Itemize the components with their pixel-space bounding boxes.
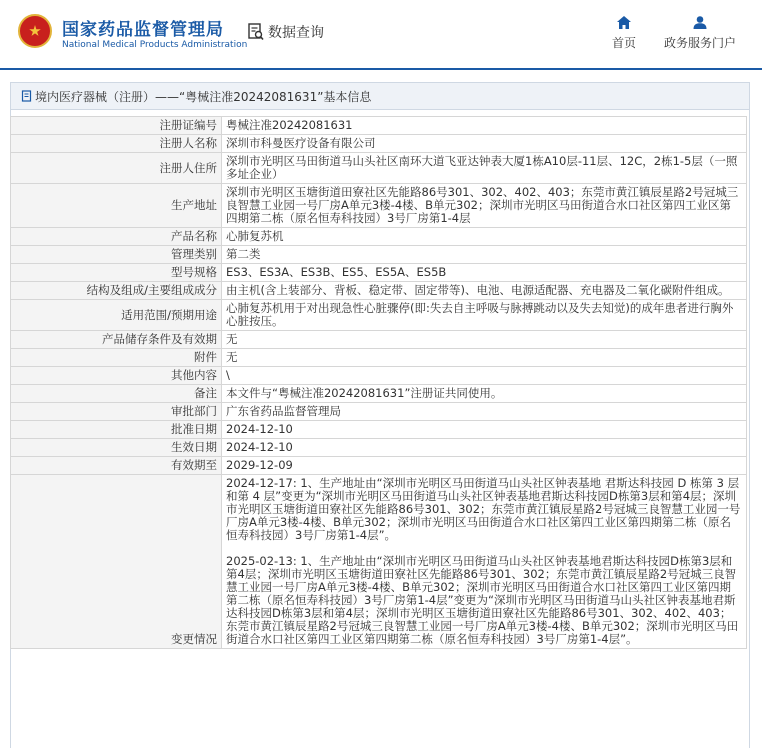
field-label: 有效期至 [11, 457, 222, 475]
document-icon [21, 90, 33, 102]
table-row [11, 153, 747, 184]
field-value: 深圳市光明区马田街道马山头社区南环大道飞亚达钟表大厦1栋A10层-11层、12C，2栋1-5层（一照多址企业） [222, 153, 747, 184]
table-row [11, 367, 747, 385]
nav-home-label: 首页 [612, 36, 637, 50]
field-label: 附件 [11, 349, 222, 367]
field-label: 型号规格 [11, 264, 222, 282]
field-value: ES3、ES3A、ES3B、ES5、ES5A、ES5B [222, 264, 747, 282]
table-row [11, 135, 747, 153]
field-value: 本文件与“粤械注准20242081631”注册证共同使用。 [222, 385, 747, 403]
breadcrumb [11, 83, 749, 110]
breadcrumb-text: 境内医疗器械（注册）——“粤械注准20242081631”基本信息 [35, 89, 372, 104]
table-row-changes [11, 475, 747, 649]
nav-service-portal[interactable] [664, 16, 736, 51]
emblem-logo-icon[interactable] [18, 14, 52, 48]
data-query-label: 数据查询 [268, 25, 324, 41]
field-label: 结构及组成/主要组成成分 [11, 282, 222, 300]
field-label: 注册人住所 [11, 153, 222, 184]
info-table [10, 116, 747, 649]
field-value: 深圳市科曼医疗设备有限公司 [222, 135, 747, 153]
field-value: 无 [222, 349, 747, 367]
site-subtitle: National Medical Products Administration [62, 40, 248, 50]
document-search-icon [248, 23, 264, 41]
field-value: 深圳市光明区玉塘街道田寮社区先能路86号301、302、402、403；东莞市黄江镇辰星路2号冠城三良智慧工业园一号厂房A单元3楼-4楼、B单元302；深圳市光明区马田街道合水口社区第四工业区第四期第二栋（原名恒寿科技园）3号厂房第1-4层 [222, 184, 747, 228]
table-row [11, 246, 747, 264]
table-row [11, 385, 747, 403]
nav-home[interactable] [612, 16, 636, 51]
table-row [11, 349, 747, 367]
change-entry: 2024-12-17: 1、生产地址由“深圳市光明区马田街道马山头社区钟表基地 君斯达科技园 D 栋第 3 层和第 4 层”变更为“深圳市光明区马田街道马山头社区钟表基地君斯达科技园D栋第3层和第4层；深圳市光明区玉塘街道田寮社区先能路86号301、302；东莞市黄江镇辰星路2号冠城三良智慧工业园一号厂房A单元3楼-4楼、B单元302；深圳市光明区马田街道合水口社区第四工业区第四期第二栋（原名恒寿科技园）3号厂房第1-4层”。 [226, 476, 741, 542]
site-title[interactable]: 国家药品监督管理局 [62, 20, 224, 40]
table-row [11, 117, 747, 135]
field-label: 注册证编号 [11, 117, 222, 135]
field-value: 无 [222, 331, 747, 349]
field-value: 心肺复苏机 [222, 228, 747, 246]
field-value: 粤械注准20242081631 [222, 117, 747, 135]
table-row [11, 403, 747, 421]
field-value: 2024-12-10 [222, 439, 747, 457]
field-label: 产品名称 [11, 228, 222, 246]
change-history [222, 475, 747, 649]
header-divider [0, 68, 762, 70]
data-query-link[interactable] [248, 22, 324, 42]
field-value: 2024-12-10 [222, 421, 747, 439]
field-label: 管理类别 [11, 246, 222, 264]
table-row [11, 264, 747, 282]
home-icon [617, 16, 631, 29]
table-row [11, 282, 747, 300]
field-label: 生效日期 [11, 439, 222, 457]
table-row [11, 228, 747, 246]
change-entry: 2025-02-13: 1、生产地址由“深圳市光明区马田街道马山头社区钟表基地君斯达科技园D栋第3层和第4层；深圳市光明区玉塘街道田寮社区先能路86号301、302；东莞市黄江镇辰星路2号冠城三良智慧工业园一号厂房A单元3楼-4楼、B单元302；深圳市光明区马田街道合水口社区第四工业区第四期第二栋（原名恒寿科技园）3号厂房第1-4层”变更为“深圳市光明区马田街道马山头社区钟表基地君斯达科技园D栋第3层和第4层；深圳市光明区玉塘街道田寮社区先能路86号301、302、402、403；东莞市黄江镇辰星路2号冠城三良智慧工业园一号厂房A单元3楼-4楼、B单元302；深圳市光明区马田街道合水口社区第四工业区第四期第二栋（原名恒寿科技园）3号厂房第1-4层”。 [226, 554, 739, 646]
nav-service-label: 政务服务门户 [664, 36, 737, 50]
field-value: \ [222, 367, 747, 385]
field-label: 产品储存条件及有效期 [11, 331, 222, 349]
table-row [11, 421, 747, 439]
table-row [11, 439, 747, 457]
field-label: 批准日期 [11, 421, 222, 439]
field-label: 生产地址 [11, 184, 222, 228]
field-value: 由主机(含上装部分、背板、稳定带、固定带等)、电池、电源适配器、充电器及二氧化碳附件组成。 [222, 282, 747, 300]
field-label: 备注 [11, 385, 222, 403]
field-value: 广东省药品监督管理局 [222, 403, 747, 421]
field-label: 其他内容 [11, 367, 222, 385]
table-row [11, 300, 747, 331]
field-label: 变更情况 [11, 475, 222, 649]
table-row [11, 184, 747, 228]
field-value: 2029-12-09 [222, 457, 747, 475]
site-header [0, 0, 762, 68]
field-value: 心肺复苏机用于对出现急性心脏骤停(即:失去自主呼吸与脉搏跳动以及失去知觉)的成年患者进行胸外心脏按压。 [222, 300, 747, 331]
field-label: 审批部门 [11, 403, 222, 421]
table-row [11, 331, 747, 349]
field-label: 适用范围/预期用途 [11, 300, 222, 331]
field-value: 第二类 [222, 246, 747, 264]
table-row [11, 457, 747, 475]
user-icon [693, 16, 707, 29]
field-label: 注册人名称 [11, 135, 222, 153]
